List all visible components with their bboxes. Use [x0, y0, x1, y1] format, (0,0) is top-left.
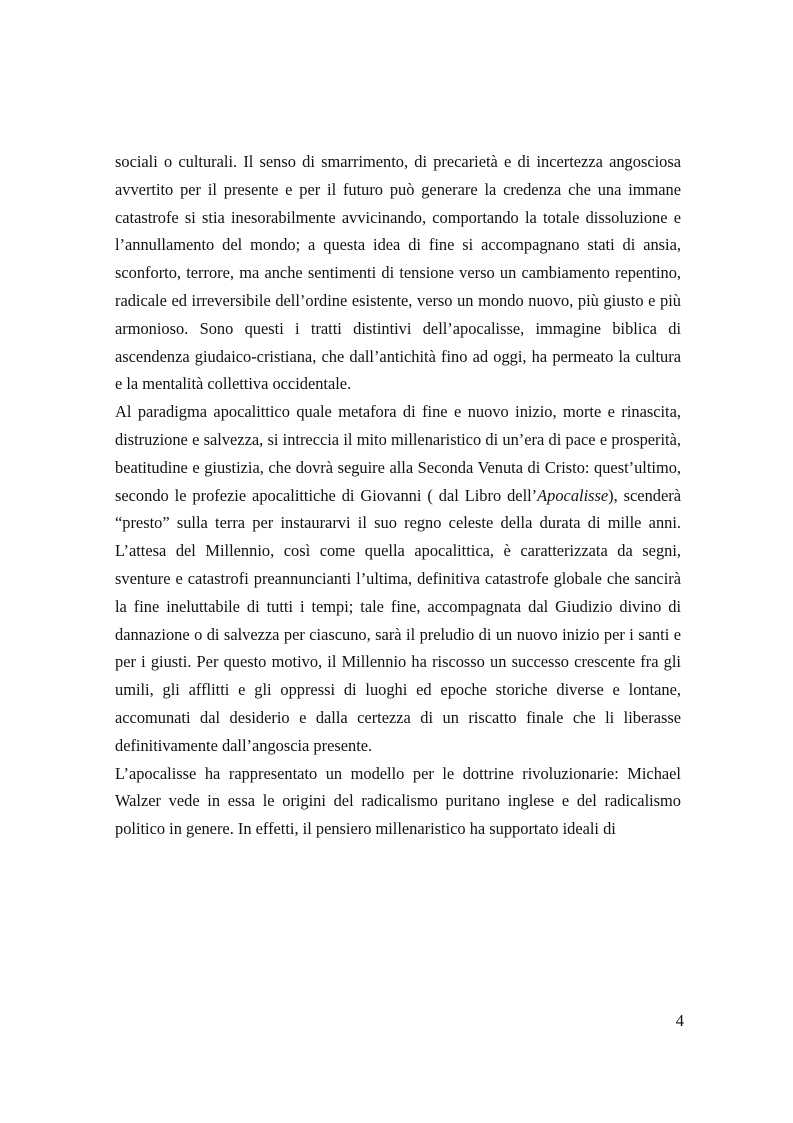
paragraph-2-text-a: Al paradigma apocalittico quale metafora di fine e nuovo inizio, morte e rinascita, distruzione e salvezza, si intreccia il mito millenaristico di un’era di pace e prosperità, beatitudine e giustizia, che dovrà seguire alla Seconda Venuta di Cristo: quest’ultimo, secondo le profezie apocalittiche di Giovanni ( dal Libro dell’ — [115, 402, 681, 505]
paragraph-2 — [115, 398, 681, 759]
paragraph-3: L’apocalisse ha rappresentato un modello per le dottrine rivoluzionarie: Michael Walzer vede in essa le origini del radicalismo puritano inglese e del radicalismo politico in genere. In effetti, il pensiero millenaristico ha supportato ideali di — [115, 763, 681, 839]
apocalisse-italic: Apocalisse — [537, 485, 609, 505]
paragraph-1: sociali o culturali. Il senso di smarrimento, di precarietà e di incertezza angosciosa avvertito per il presente e per il futuro può generare la credenza che una immane catastrofe si stia inesorabilmente avvicinando, comportando la totale dissoluzione e l’annullamento del mondo; a questa idea di fine si accompagnano stati di ansia, sconforto, terrore, ma anche sentimenti di tensione verso un cambiamento repentino, radicale ed irreversibile dell’ordine esistente, verso un mondo nuovo, più giusto e più armonioso. Sono questi i tratti distintivi dell’apocalisse, immagine biblica di ascendenza giudaico-cristiana, che dall’antichità fino ad oggi, ha permeato la cultura e la mentalità collettiva occidentale. — [115, 152, 681, 394]
body-text — [115, 148, 681, 843]
paragraph-2-text-b: ), scenderà “presto” sulla terra per instaurarvi il suo regno celeste della durata di mille anni. L’attesa del Millennio, così come quella apocalittica, è caratterizzata da segni, sventure e catastrofi preannuncianti l’ultima, definitiva catastrofe globale che sancirà la fine ineluttabile di tutti i tempi; tale fine, accompagnata dal Giudizio divino di dannazione o di salvezza per ciascuno, sarà il preludio di un nuovo inizio per i santi e per i giusti. Per questo motivo, il Millennio ha riscosso un successo crescente fra gli umili, gli afflitti e gli oppressi di luoghi ed epoche storiche diverse e lontane, accomunati dal desiderio e dalla certezza di un riscatto finale che li liberasse definitivamente dall’angoscia presente. — [115, 485, 681, 755]
page-number: 4 — [675, 1011, 684, 1030]
